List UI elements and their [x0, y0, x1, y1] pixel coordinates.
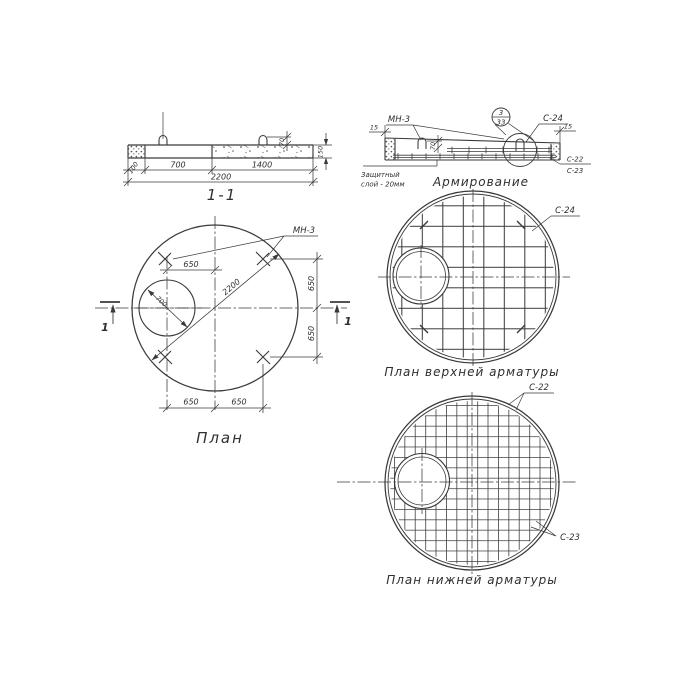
- lifting-loop-icon: [259, 136, 267, 146]
- dim-label-loop: 70: [429, 141, 437, 151]
- mn3-leader: [173, 236, 318, 259]
- edge-hatch: [386, 139, 396, 160]
- label-mn3: МН-3: [292, 226, 316, 236]
- dim-label-2200: 2200: [210, 172, 232, 182]
- bottom-mesh-bars: [393, 153, 556, 159]
- section-1-1-view: [123, 112, 332, 204]
- upper-mesh-view: [378, 189, 580, 379]
- dim-label-thickness: 150: [316, 145, 325, 159]
- detail-sheet: 33: [496, 118, 506, 127]
- dim-label-right-lower: 650: [307, 325, 316, 342]
- dim-label-left-edge: 15: [369, 123, 379, 132]
- detail-number: 3: [498, 109, 504, 117]
- section-mark-label: 1: [344, 315, 352, 328]
- section-mark-right: [330, 302, 352, 328]
- reinforcement-section-view: [361, 108, 591, 189]
- label-c23: С-23: [560, 533, 580, 543]
- hole-diameter-line: [148, 290, 187, 327]
- mn3-leader: [386, 125, 504, 140]
- c24-leader: [532, 216, 580, 231]
- dim-label-loop-height: 70: [278, 137, 286, 147]
- dim-label-right-edge: 15: [563, 122, 573, 131]
- section-mark-label: 1: [101, 321, 109, 334]
- note-protective-layer-2: слой - 20мм: [361, 180, 405, 189]
- label-c22: С-22: [529, 383, 549, 393]
- dim-label-bottom-left: 650: [183, 397, 199, 407]
- label-c22: С-22: [566, 155, 584, 164]
- label-c23: С-23: [566, 167, 584, 175]
- concrete-hatch: [212, 146, 313, 158]
- dim-label-100: 100: [126, 160, 141, 176]
- note-protective-layer-1: Защитный: [361, 171, 400, 179]
- centerlines: [95, 216, 347, 410]
- dim-label-diameter: 2200: [220, 277, 243, 298]
- label-mn3: МН-3: [387, 115, 411, 125]
- lower-mesh-view: [337, 383, 580, 587]
- dim-label-top: 650: [183, 260, 199, 269]
- plan-view: [95, 216, 352, 447]
- label-c24: С-24: [555, 206, 575, 216]
- dim-label-bottom-right: 650: [231, 397, 247, 407]
- dim-label-700: 700: [170, 160, 186, 170]
- dim-label-hole: 700: [154, 294, 169, 309]
- lower-mesh-title: План нижней арматуры: [386, 573, 558, 587]
- detail-emphasis-circle: [504, 134, 537, 167]
- plan-title: План: [196, 429, 244, 447]
- edge-hatch: [129, 146, 145, 158]
- upper-mesh-title: План верхней арматуры: [384, 365, 560, 379]
- reinforcement-title: Армирование: [432, 175, 530, 189]
- section-title: 1-1: [206, 186, 238, 204]
- note-leader: [363, 160, 437, 166]
- section-mark-left: [100, 302, 120, 334]
- lifting-loop-icon: [516, 139, 524, 151]
- label-c24: С-24: [543, 114, 563, 124]
- dim-label-right-upper: 650: [307, 275, 316, 292]
- dim-label-1400: 1400: [251, 160, 273, 170]
